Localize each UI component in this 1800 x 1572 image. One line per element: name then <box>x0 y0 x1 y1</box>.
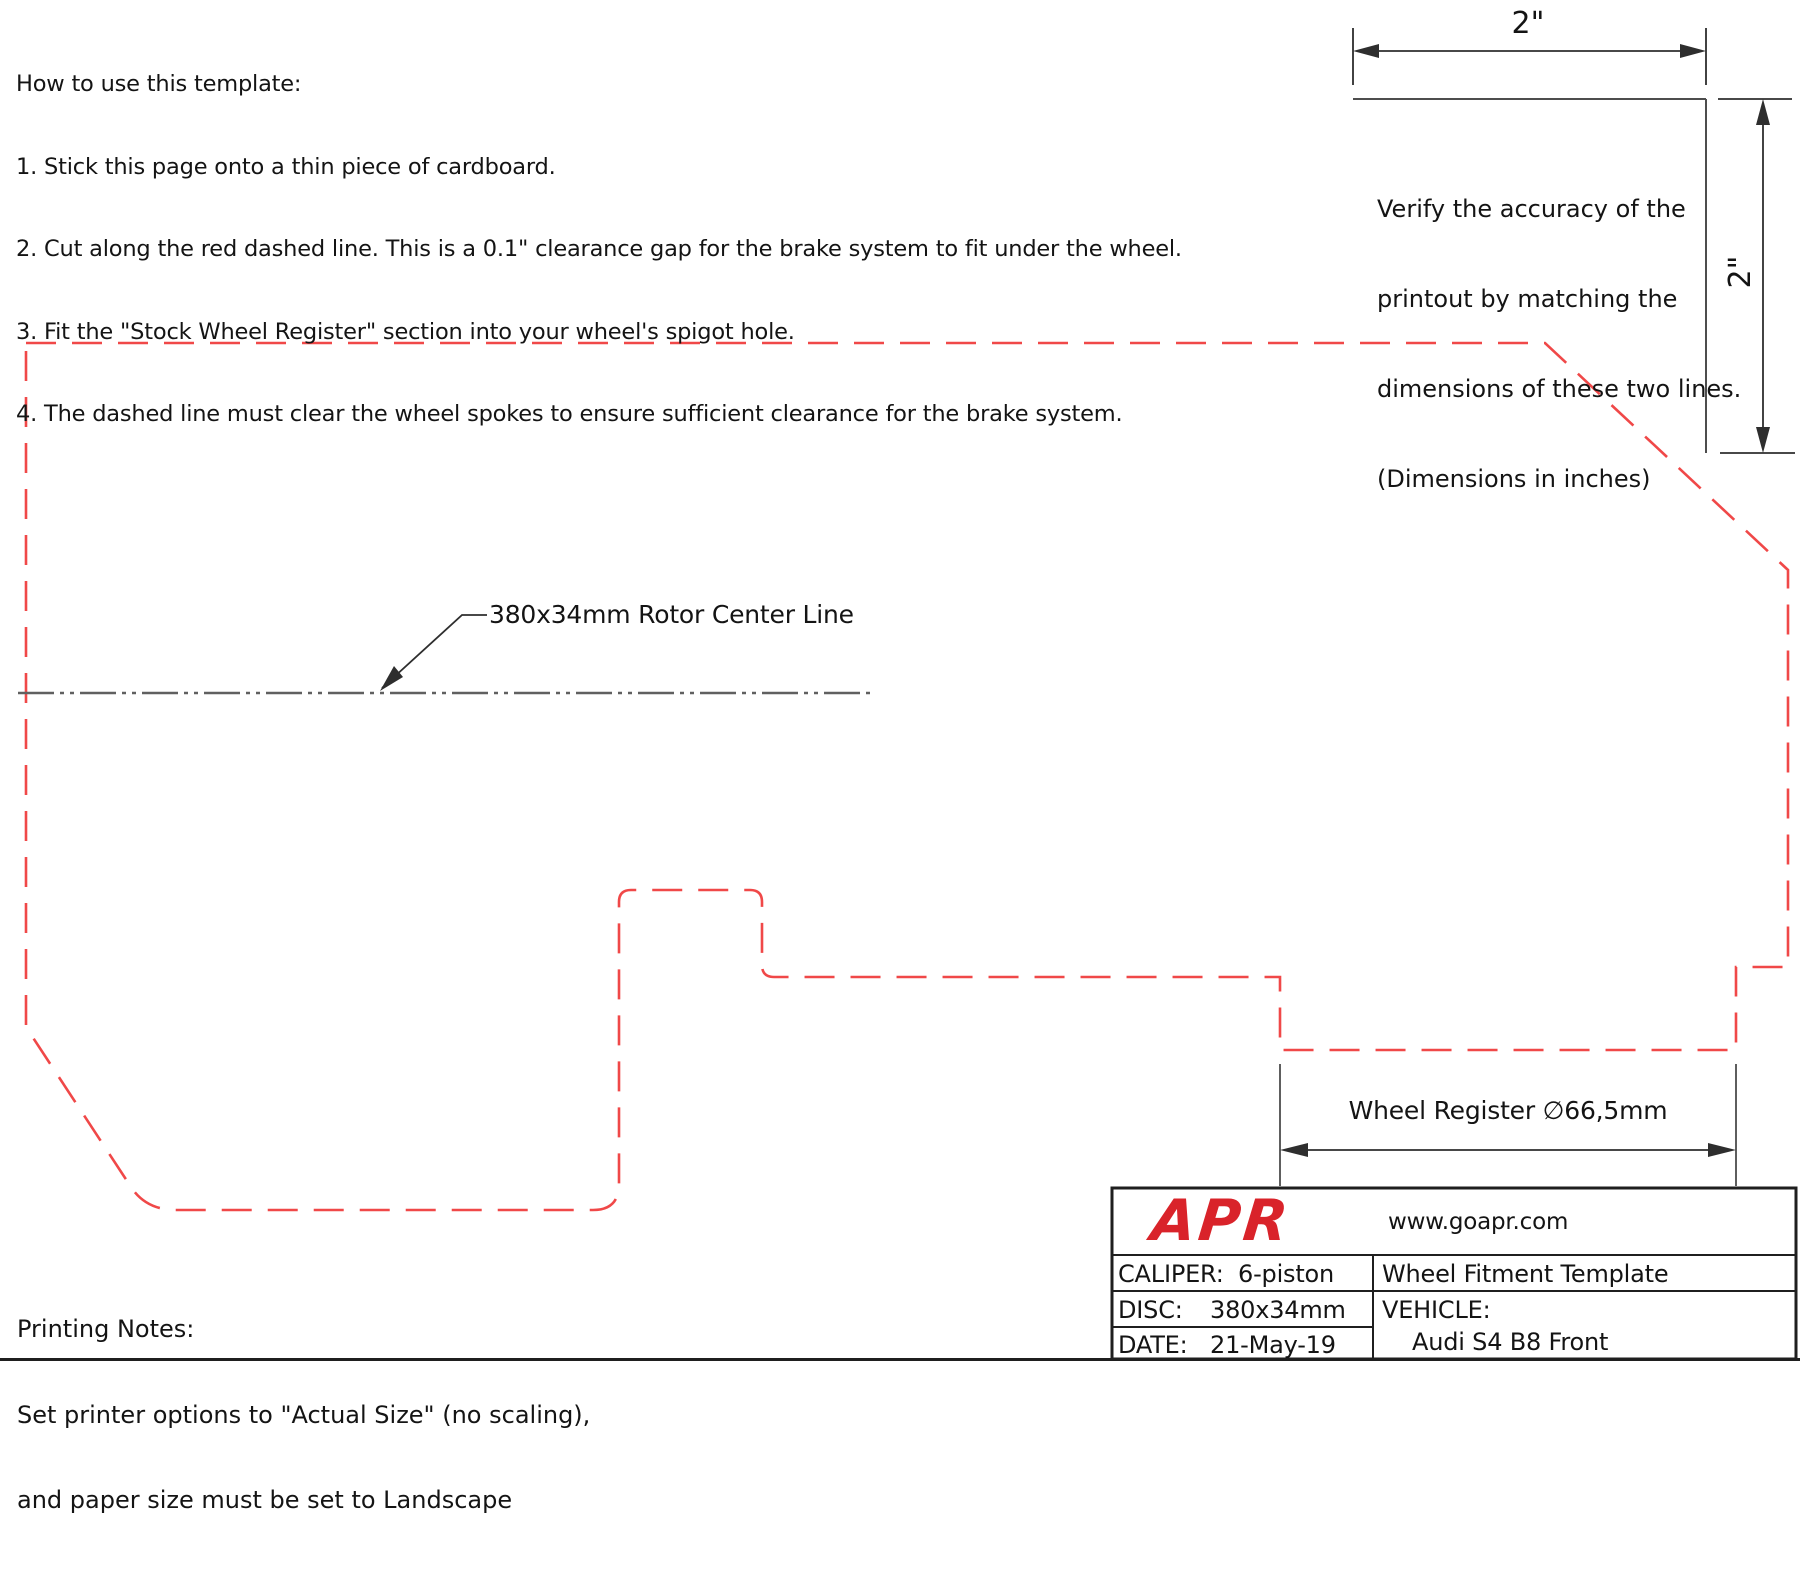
date-value: 21-May-19 <box>1210 1331 1336 1359</box>
website-link: www.goapr.com <box>1388 1209 1569 1235</box>
usage-instructions <box>16 16 1182 484</box>
rotor-label-leader <box>380 615 487 691</box>
horizontal-dimension-label: 2" <box>1511 6 1545 41</box>
apr-logo: APR <box>1148 1188 1294 1254</box>
wheel-register-label: Wheel Register ∅66,5mm <box>1348 1096 1668 1125</box>
verify-accuracy-note: Verify the accuracy of the printout by matching the dimensions of these two lines. (Dimensions in inches) <box>1377 195 1742 493</box>
template-title: Wheel Fitment Template <box>1382 1260 1669 1288</box>
printing-notes: Printing Notes: Set printer options to "Actual Size" (no scaling), and paper size must be set to Landscape <box>17 1315 591 1514</box>
wheel-register-dimension <box>1280 1064 1736 1186</box>
disc-value: 380x34mm <box>1210 1296 1346 1324</box>
caliper-label: CALIPER: <box>1118 1260 1224 1288</box>
vertical-dimension-label: 2" <box>1723 255 1758 289</box>
instruction-step-2: 2. Cut along the red dashed line. This is a 0.1" clearance gap for the brake system to fit under the wheel. <box>16 236 1182 262</box>
disc-label: DISC: <box>1118 1296 1183 1324</box>
caliper-value: 6-piston <box>1238 1260 1335 1288</box>
instruction-step-1: 1. Stick this page onto a thin piece of cardboard. <box>16 153 556 180</box>
instruction-step-4: 4. The dashed line must clear the wheel spokes to ensure sufficient clearance for the brake system. <box>16 401 1123 427</box>
date-label: DATE: <box>1118 1331 1188 1359</box>
vehicle-label: VEHICLE: <box>1382 1296 1491 1324</box>
vehicle-value: Audi S4 B8 Front <box>1412 1328 1609 1356</box>
instructions-title: How to use this template: <box>16 71 302 97</box>
instruction-step-3: 3. Fit the "Stock Wheel Register" section into your wheel's spigot hole. <box>16 318 795 345</box>
printing-notes-title: Printing Notes: <box>17 1315 195 1343</box>
rotor-center-line-label: 380x34mm Rotor Center Line <box>489 600 854 629</box>
